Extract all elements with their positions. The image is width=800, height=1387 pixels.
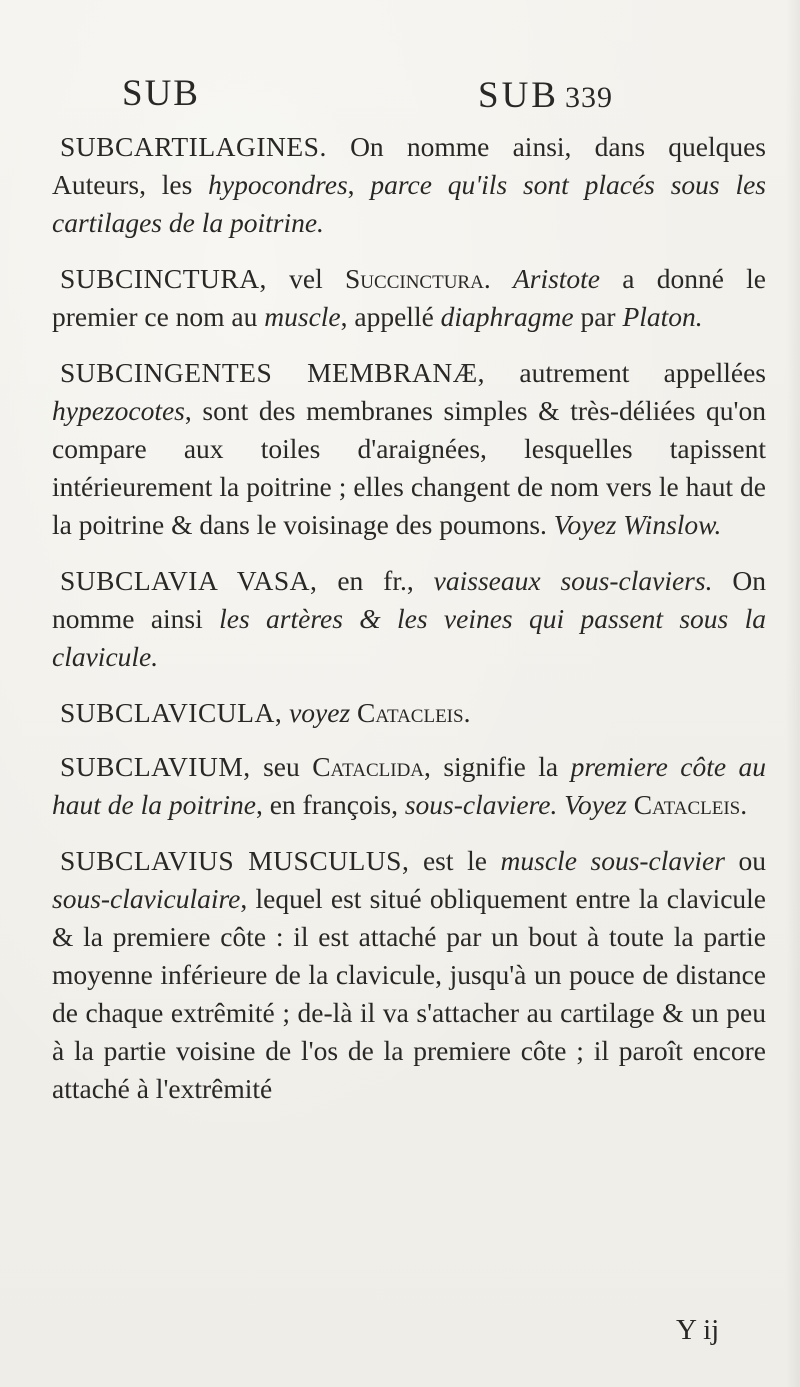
entry-italic: les artères & les veines qui passent sous la clavicule. bbox=[52, 603, 766, 672]
headword: SUBCINCTURA, bbox=[60, 263, 267, 294]
entry-text bbox=[491, 263, 513, 294]
entry-smallcaps: Cataclida bbox=[312, 751, 425, 782]
headword: SUBCARTILAGINES. bbox=[60, 131, 327, 162]
headword: SUBCLAVICULA, bbox=[60, 697, 283, 728]
entry-text: , appellé bbox=[340, 301, 441, 332]
entry-text: On nomme ainsi bbox=[52, 565, 766, 634]
entry-smallcaps: Catacleis. bbox=[357, 697, 471, 728]
entry-italic: parce qu'ils sont placés sous les cartilages de la poitrine. bbox=[52, 169, 766, 238]
entry-subcingentes-membranae bbox=[52, 354, 766, 544]
entry-smallcaps: Catacleis. bbox=[633, 789, 748, 820]
page-edge-shadow bbox=[786, 0, 800, 1387]
entry-subclavium bbox=[52, 748, 766, 824]
entry-text bbox=[627, 789, 634, 820]
entry-text: par bbox=[573, 301, 623, 332]
entry-italic: Voyez Winslow. bbox=[553, 509, 722, 540]
entry-text: ou bbox=[724, 845, 766, 876]
entry-text: On nomme ainsi, dans quelques Auteurs, les bbox=[52, 131, 766, 200]
entry-italic: hypezocotes bbox=[52, 395, 185, 426]
entry-italic: Platon. bbox=[622, 301, 703, 332]
headword: SUBCLAVIUS MUSCULUS, bbox=[60, 845, 410, 876]
entry-text: , en françois, bbox=[255, 789, 405, 820]
headword: SUBCLAVIUM, bbox=[60, 751, 251, 782]
entry-text: , lequel est situé obliquement entre la clavicule & la premiere côte : il est attaché par un bout à toute la partie moyenne inférieure de la clavicule, jusqu'à un pouce de distance de chaque extrêmité ; de-là il va s'attacher au cartilage & un peu à la partie voisine de l'os de la premiere côte ; il paroît encore attaché à l'extrêmité bbox=[52, 883, 766, 1104]
entry-text: autrement appellées bbox=[485, 357, 766, 388]
page-number: 339 bbox=[564, 81, 613, 114]
headword: SUBCINGENTES MEMBRANÆ, bbox=[60, 357, 486, 388]
dictionary-text bbox=[52, 128, 766, 1126]
entry-text: , signifie la bbox=[424, 751, 571, 782]
entry-text: , bbox=[347, 169, 371, 200]
header-left-word: SUB bbox=[122, 73, 200, 114]
running-header bbox=[0, 72, 800, 122]
entry-text: , sont des membranes simples & très-déliées qu'on compare aux toiles d'araignées, lesquelles tapissent intérieurement la poitrine ; elles changent de nom vers le haut de la poitrine & dans le voisinage des poumons. bbox=[52, 395, 766, 540]
entry-italic: diaphragme bbox=[440, 301, 574, 332]
entry-italic: sous-claviculaire bbox=[52, 883, 241, 914]
entry-italic: premiere côte au haut de la poitrine bbox=[52, 751, 766, 820]
entry-smallcaps: Succinctura. bbox=[345, 263, 491, 294]
entry-subcartilagines bbox=[52, 128, 766, 242]
entry-italic: sous-claviere. Voyez bbox=[404, 789, 627, 820]
header-right-word: SUB bbox=[478, 75, 559, 116]
headword: SUBCLAVIA VASA, bbox=[60, 565, 318, 596]
entry-subclavia-vasa bbox=[52, 562, 766, 676]
entry-subclavius-musculus bbox=[52, 842, 766, 1108]
entry-text: vel bbox=[266, 263, 346, 294]
entry-text bbox=[350, 697, 357, 728]
entry-italic: voyez bbox=[289, 697, 351, 728]
entry-text: en fr., bbox=[317, 565, 434, 596]
entry-italic: muscle sous-clavier bbox=[500, 845, 725, 876]
entry-italic: hypocondres bbox=[208, 169, 348, 200]
entry-text: seu bbox=[250, 751, 313, 782]
signature-mark: Y ij bbox=[676, 1314, 720, 1346]
entry-italic: Aristote bbox=[512, 263, 601, 294]
entry-subclavicula bbox=[52, 694, 766, 732]
entry-italic: muscle bbox=[264, 301, 341, 332]
entry-italic: vaisseaux sous-claviers. bbox=[433, 565, 713, 596]
entry-text: est le bbox=[409, 845, 501, 876]
entry-text: a donné le premier ce nom au bbox=[52, 263, 766, 332]
entry-subcinctura bbox=[52, 260, 766, 336]
header-right-group bbox=[478, 74, 613, 117]
